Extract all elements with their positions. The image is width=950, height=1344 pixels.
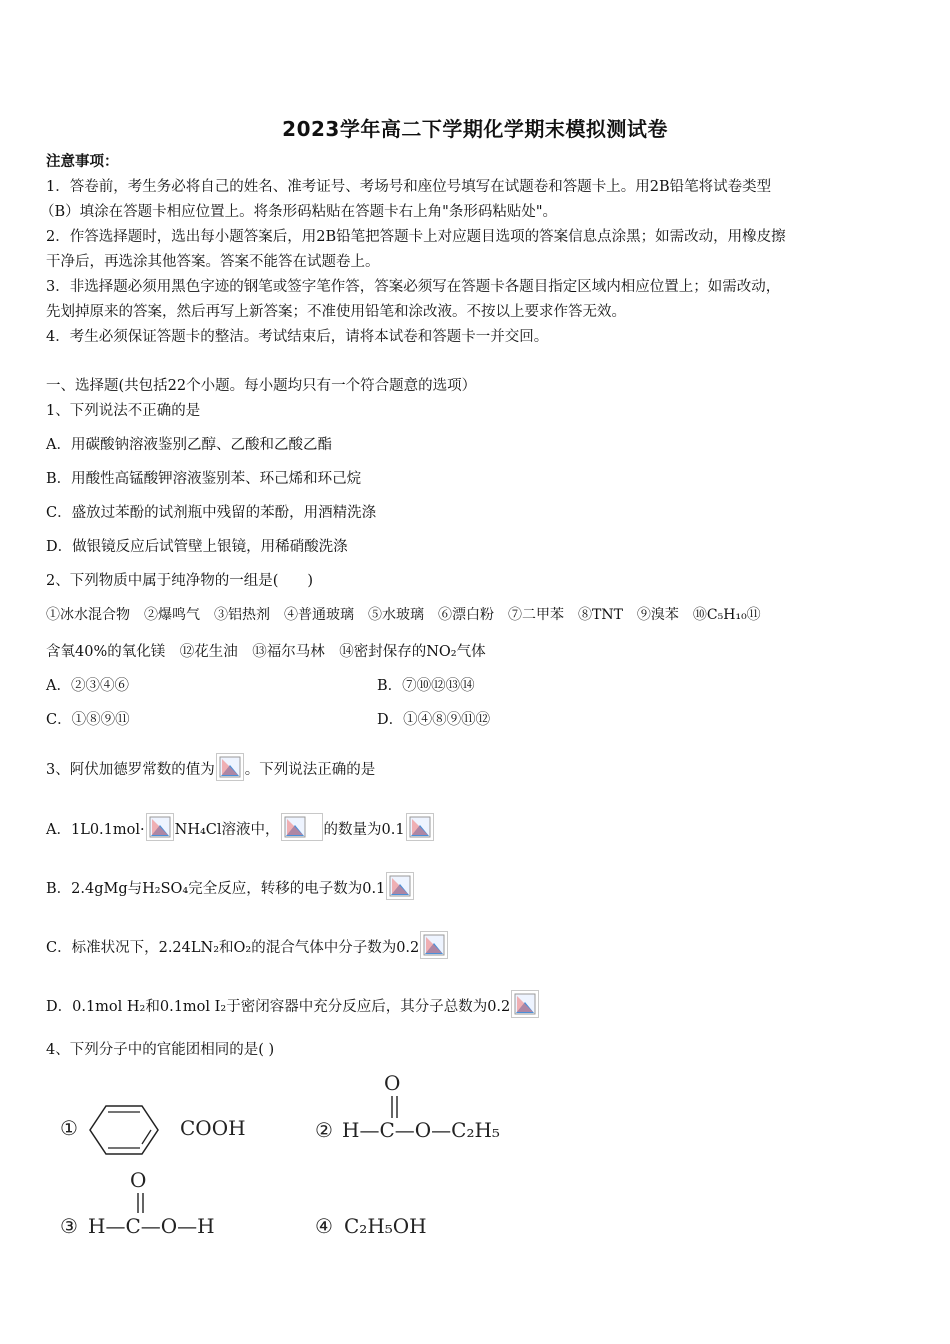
molecule-3-formula: H—C—O—H	[88, 1214, 215, 1238]
notice-line: 4．考生必须保证答题卡的整洁。考试结束后，请将本试卷和答题卡一并交回。	[46, 329, 549, 345]
option-text: NH₄Cl溶液中，	[174, 822, 280, 838]
option-text: C．标准状况下，2.24LN₂和O₂的混合气体中分子数为0.2	[46, 940, 420, 956]
question-2-items-line1: ①冰水混合物 ②爆鸣气 ③铝热剂 ④普通玻璃 ⑤水玻璃 ⑥漂白粉 ⑦二甲苯 ⑧TNT ⑨溴苯 ⑩C₅H₁₀⑪	[46, 607, 761, 623]
question-1-option-b: B．用酸性高锰酸钾溶液鉴别苯、环己烯和环己烷	[46, 471, 362, 487]
molecule-2-formula: H—C—O—C₂H₅	[342, 1118, 500, 1142]
question-3-stem-text: 3、阿伏加德罗常数的值为	[46, 762, 215, 778]
question-3-option-b	[46, 872, 415, 900]
question-2-items-line2: 含氧40%的氧化镁 ⑫花生油 ⑬福尔马林 ⑭密封保存的NO₂气体	[46, 644, 486, 660]
page-title: 2023学年高二下学期化学期末模拟测试卷	[282, 117, 668, 141]
question-2-option-d: D．①④⑧⑨⑪⑫	[377, 712, 491, 728]
broken-image-icon	[406, 813, 434, 841]
option-text: 的数量为0.1	[323, 822, 405, 838]
molecule-1-number: ①	[60, 1116, 78, 1140]
molecule-1-group: COOH	[180, 1116, 246, 1140]
question-3-option-a	[46, 813, 435, 841]
molecule-2-oxygen: O	[384, 1071, 401, 1095]
question-1-option-a: A．用碳酸钠溶液鉴别乙醇、乙酸和乙酸乙酯	[46, 437, 332, 453]
option-text: A．1L0.1mol·	[46, 822, 145, 838]
molecule-3-number: ③	[60, 1214, 78, 1238]
double-bond-icon	[134, 1191, 148, 1215]
molecule-4-number: ④	[315, 1214, 333, 1238]
question-2-option-c: C．①⑧⑨⑪	[46, 712, 130, 728]
broken-image-icon	[146, 813, 174, 841]
notice-line: 2．作答选择题时，选出每小题答案后，用2B铅笔把答题卡上对应题目选项的答案信息点涂黑；如需改动，用橡皮擦	[46, 229, 786, 245]
notice-line: 3．非选择题必须用黑色字迹的钢笔或签字笔作答，答案必须写在答题卡各题目指定区域内相应位置上；如需改动，	[46, 279, 781, 295]
question-3-stem-text: 。下列说法正确的是	[244, 762, 376, 778]
notice-line: （B）填涂在答题卡相应位置上。将条形码粘贴在答题卡右上角"条形码粘贴处"。	[40, 204, 557, 220]
double-bond-icon	[388, 1094, 402, 1120]
notice-line: 先划掉原来的答案，然后再写上新答案；不准使用铅笔和涂改液。不按以上要求作答无效。	[46, 304, 626, 320]
question-1-option-d: D．做银镜反应后试管壁上银镜，用稀硝酸洗涤	[46, 539, 348, 555]
question-4-stem: 4、下列分子中的官能团相同的是( )	[46, 1042, 275, 1058]
option-text: D．0.1mol H₂和0.1mol I₂于密闭容器中充分反应后，其分子总数为0.2	[46, 999, 511, 1015]
notice-line: 1．答卷前，考生务必将自己的姓名、准考证号、考场号和座位号填写在试题卷和答题卡上。用2B铅笔将试卷类型	[46, 179, 772, 195]
broken-image-icon	[386, 872, 414, 900]
question-1-option-c: C．盛放过苯酚的试剂瓶中残留的苯酚，用酒精洗涤	[46, 505, 377, 521]
notice-line: 干净后，再选涂其他答案。答案不能答在试题卷上。	[46, 254, 380, 270]
question-2-stem: 2、下列物质中属于纯净物的一组是( )	[46, 573, 314, 589]
question-1-stem: 1、下列说法不正确的是	[46, 403, 201, 419]
molecule-2-number: ②	[315, 1118, 333, 1142]
notice-heading: 注意事项：	[46, 153, 119, 170]
question-3-option-d	[46, 990, 540, 1018]
question-3-option-c	[46, 931, 449, 959]
broken-image-icon	[511, 990, 539, 1018]
question-2-option-a: A．②③④⑥	[46, 678, 129, 694]
benzene-ring-icon	[84, 1102, 164, 1158]
broken-image-icon	[281, 813, 323, 841]
broken-image-icon	[420, 931, 448, 959]
section-heading: 一、选择题(共包括22个小题。每小题均只有一个符合题意的选项）	[46, 378, 477, 394]
question-3-stem	[46, 753, 375, 781]
molecule-4-formula: C₂H₅OH	[344, 1214, 427, 1238]
question-2-option-b: B．⑦⑩⑫⑬⑭	[377, 678, 475, 694]
option-text: B．2.4gMg与H₂SO₄完全反应，转移的电子数为0.1	[46, 881, 386, 897]
molecule-3-oxygen: O	[130, 1168, 147, 1192]
broken-image-icon	[216, 753, 244, 781]
